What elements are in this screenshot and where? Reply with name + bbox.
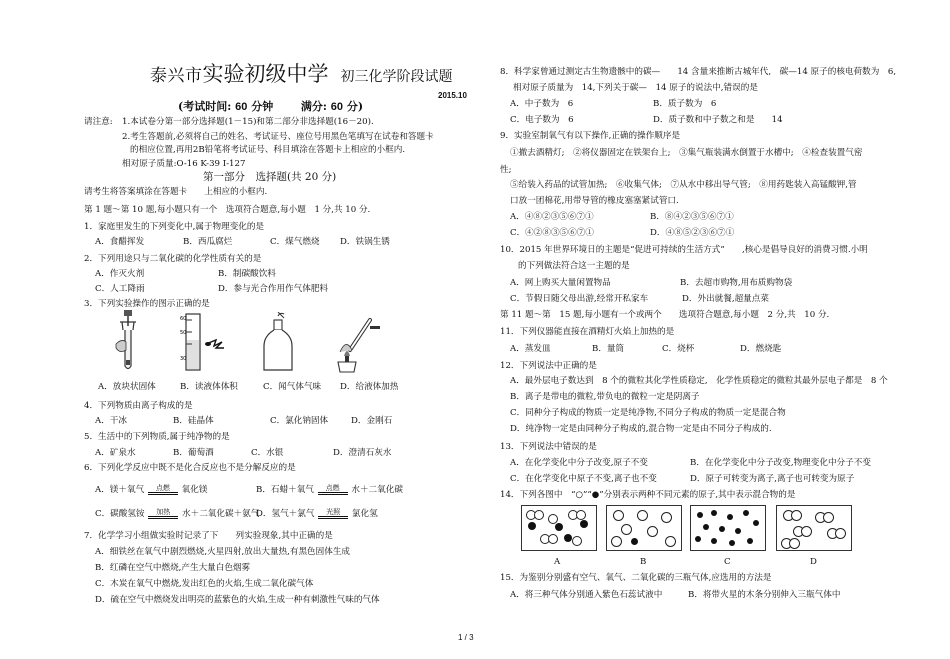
q8-option-a: A．中子数为 6: [510, 99, 574, 109]
q11-option-c: C．烧杯: [662, 344, 695, 354]
q2-option-c: C．人工降雨: [95, 284, 145, 294]
q14-box-c: [690, 505, 766, 551]
q9-line-4: ⑤给装入药品的试管加热; ⑥收集气体; ⑦从水中移出导气管; ⑧用药匙装入高锰酸钾,管: [510, 180, 857, 190]
q9-line-5: 口放一团棉花,用带导管的橡皮塞塞紧试管口.: [510, 196, 679, 206]
q12-option-a: A．最外层电子数达到 8 个的微粒其化学性质稳定, 化学性质稳定的微粒其最外层电子都是 8 个: [510, 376, 888, 386]
q4-option-a: A．干冰: [95, 416, 127, 426]
note-2a: 2.考生答题前,必须将自己的姓名、考试证号、座位号用黑色笔填写在试卷和答题卡: [122, 132, 434, 142]
q10-line-1: 10．2015 年世界环境日的主题是“促进可持续的生活方式” ,核心是倡导良好的消费习惯.小明: [500, 245, 868, 255]
exam-meta: (考试时间: 60 分钟 满分: 60 分): [178, 100, 364, 113]
q8-line-1: 8．科学家曾通过测定古生物遗骸中的碳— 14 含量来推断古城年代, 碳—14 原子的核电荷数为 6,: [500, 67, 897, 77]
q14-label-b: B: [640, 557, 647, 567]
q10-option-a: A．网上购买大量闲置物品: [510, 278, 611, 288]
q1-option-a: A．食醋挥发: [95, 237, 145, 247]
q9-line-2: ①撤去酒精灯; ②将仪器固定在铁架台上; ③集气瓶装满水倒置于水槽中; ④检查装置气密: [510, 148, 863, 158]
q14-label-c: C: [724, 557, 731, 567]
q6-stem: 6．下列化学反应中既不是化合反应也不是分解反应的是: [84, 463, 296, 473]
q4-option-b: B．硅晶体: [173, 416, 214, 426]
q9-line-3: 性;: [500, 165, 512, 175]
q2-option-d: D．参与光合作用作气体肥料: [218, 284, 329, 294]
q12-option-b: B．离子是带电的微粒,带负电的微粒一定是阴离子: [510, 392, 700, 402]
q14-box-a: [521, 505, 597, 551]
title-exam: 初三化学阶段试题: [340, 69, 453, 85]
q11-option-b: B．量筒: [592, 344, 625, 354]
q12-option-d: D．纯净物一定是由同种分子构成的,混合物一定是由不同分子构成的.: [510, 424, 772, 434]
q13-option-c: C．在化学变化中原子不变,离子也不变: [510, 474, 657, 484]
note-2b: 的相应位置,再用2B铅笔将考试证号、科目填涂在答题卡上相应的小框内.: [130, 145, 406, 155]
q3-image-d-heating: [334, 316, 394, 374]
q13-stem: 13．下列说法中错误的是: [500, 442, 597, 452]
exam-date: 2015.10: [438, 91, 467, 100]
q5-option-c: C．水银: [251, 448, 284, 458]
q4-stem: 4．下列物质由离子构成的是: [84, 401, 193, 411]
q3-option-c: C．闻气体气味: [263, 382, 322, 392]
q5-option-b: B．葡萄酒: [173, 448, 214, 458]
q6-option-b: B．石蜡＋氧气 点燃 水＋二氧化碳: [256, 484, 403, 495]
q4-option-d: D．金刚石: [351, 416, 393, 426]
q10-option-b: B．去超市购物,用布质购物袋: [680, 278, 793, 288]
q12-stem: 12．下列说法中正确的是: [500, 361, 597, 371]
q3-option-b: B．读液体体积: [180, 382, 238, 392]
q6-b-condition: 点燃: [325, 484, 340, 492]
q6-option-c: C．碳酸氢铵 加热 水＋二氧化碳＋氨气: [95, 508, 260, 519]
q8-option-d: D．质子数和中子数之和是 14: [653, 115, 783, 125]
q5-option-a: A．矿泉水: [95, 448, 136, 458]
q3-image-b-cylinder: [180, 312, 232, 374]
q12-option-c: C．同种分子构成的物质一定是纯净物,不同分子构成的物质一定是混合物: [510, 408, 786, 418]
title-city: 泰兴市: [150, 66, 203, 86]
q3-option-a: A．放块状固体: [98, 382, 156, 392]
q7-option-d: D．硫在空气中燃烧发出明亮的蓝紫色的火焰,生成一种有刺激性气味的气体: [95, 595, 380, 605]
q15-option-a: A．将三种气体分别通入紫色石蕊试液中: [510, 590, 663, 600]
q1-option-b: B．西瓜腐烂: [183, 237, 233, 247]
q10-option-d: D．外出就餐,超量点菜: [682, 294, 769, 304]
relative-atomic-mass: 相对原子质量:O-16 K-39 I-127: [122, 159, 246, 169]
q6-option-a: A．镁＋氧气 点燃 氧化镁: [95, 484, 208, 495]
page-title: [150, 64, 453, 85]
q10-line-2: 的下列做法符合这一主题的是: [518, 261, 630, 271]
q6-c-condition: 加热: [156, 508, 171, 516]
q13-option-b: B．在化学变化中分子改变,物理变化中分子不变: [690, 458, 871, 468]
score-value: 60: [330, 101, 344, 113]
time-value: 60: [235, 101, 248, 113]
q15-stem: 15．为鉴别分别盛有空气、氧气、二氧化碳的三瓶气体,应选用的方法是: [500, 573, 772, 583]
q3-scale-50: 50: [180, 330, 187, 336]
q11-stem: 11．下列仪器能直接在酒精灯火焰上加热的是: [500, 327, 675, 337]
q14-box-d: [776, 505, 852, 551]
q2-stem: 2．下列用途只与二氧化碳的化学性质有关的是: [84, 254, 262, 264]
part1-instruction: 请考生将答案填涂在答题卡 上相应的小框内.: [84, 187, 268, 197]
q8-option-b: B．质子数为 6: [653, 99, 717, 109]
q9-option-c: C．④②⑧③⑤⑥⑦①: [510, 228, 594, 238]
section1-instruction: 第 1 题～第 10 题,每小题只有一个 选项符合题意,每小题 1 分,共 10 分.: [84, 205, 371, 215]
notes-label: 请注意:: [84, 117, 113, 127]
q9-option-b: B．⑧④②③⑤⑥⑦①: [650, 212, 734, 222]
q9-line-1: 9．实验室制氧气有以下操作,正确的操作顺序是: [500, 131, 681, 141]
q14-label-d: D: [810, 557, 817, 567]
q9-option-d: D．④⑧⑤②③⑥⑦①: [650, 228, 735, 238]
q14-stem: 14．下列各图中 “○”“●”分别表示两种不同元素的原子,其中表示混合物的是: [500, 490, 796, 500]
note-1: 1.本试卷分第一部分选择题(1－15)和第二部分非选择题(16－20).: [122, 117, 374, 127]
q3-scale-30: 30: [180, 356, 187, 362]
q7-option-c: C．木炭在氧气中燃烧,发出红色的火焰,生成二氧化碳气体: [95, 579, 314, 589]
title-school: 实验初级中学: [202, 62, 329, 86]
section2-instruction: 第 11 题～第 15 题,每小题有一个或两个 选项符合题意,每小题 2 分,共 10 分.: [500, 310, 830, 320]
q5-option-d: D．澄清石灰水: [333, 448, 392, 458]
q6-a-condition: 点燃: [155, 484, 170, 492]
q2-option-b: B．制碳酸饮料: [218, 269, 276, 279]
q3-scale-60: 60: [180, 316, 187, 322]
q10-option-c: C．节假日随父母出游,经常开私家车: [510, 294, 649, 304]
q15-option-b: B．将带火星的木条分别伸入三瓶气体中: [688, 590, 841, 600]
q11-option-a: A．蒸发皿: [510, 344, 551, 354]
part1-heading: 第一部分 选择题(共 20 分): [203, 171, 337, 183]
q8-option-c: C．电子数为 6: [510, 115, 574, 125]
q3-image-c-bottle: [260, 312, 296, 374]
q14-label-a: A: [554, 557, 561, 567]
q1-stem: 1．家庭里发生的下列变化中,属于物理变化的是: [84, 222, 265, 232]
q1-option-c: C．煤气燃烧: [270, 237, 320, 247]
q8-line-2: 相对原子质量为 14,下列关于碳— 14 原子的说法中,错误的是: [513, 83, 758, 93]
q6-option-d: D．氢气＋氯气 光照 氯化氢: [256, 508, 378, 519]
q2-option-a: A．作灭火剂: [95, 269, 145, 279]
q3-option-d: D．给液体加热: [340, 382, 399, 392]
q13-option-a: A．在化学变化中分子改变,原子不变: [510, 458, 648, 468]
q3-stem: 3．下列实验操作的图示正确的是: [84, 299, 210, 309]
q6-d-condition: 光照: [326, 508, 341, 516]
q13-option-d: D．原子可转变为离子,离子也可转变为原子: [690, 474, 855, 484]
q7-option-a: A．细铁丝在氧气中剧烈燃烧,火星四射,放出大量热,有黑色固体生成: [95, 547, 351, 557]
q1-option-d: D．铁锅生锈: [340, 237, 390, 247]
q9-option-a: A．④⑧②③⑤⑥⑦①: [510, 212, 594, 222]
page-number: 1 / 3: [458, 633, 474, 642]
q4-option-c: C．氯化钠固体: [270, 416, 329, 426]
q3-image-a-tube-solid: [112, 308, 146, 374]
q5-stem: 5．生活中的下列物质,属于纯净物的是: [84, 432, 230, 442]
q7-option-b: B．红磷在空气中燃烧,产生大量白色烟雾: [95, 563, 251, 573]
q7-stem: 7．化学学习小组做实验时记录了下 列实验现象,其中正确的是: [84, 531, 333, 541]
q14-box-b: [606, 505, 682, 551]
q11-option-d: D．燃烧匙: [740, 344, 782, 354]
